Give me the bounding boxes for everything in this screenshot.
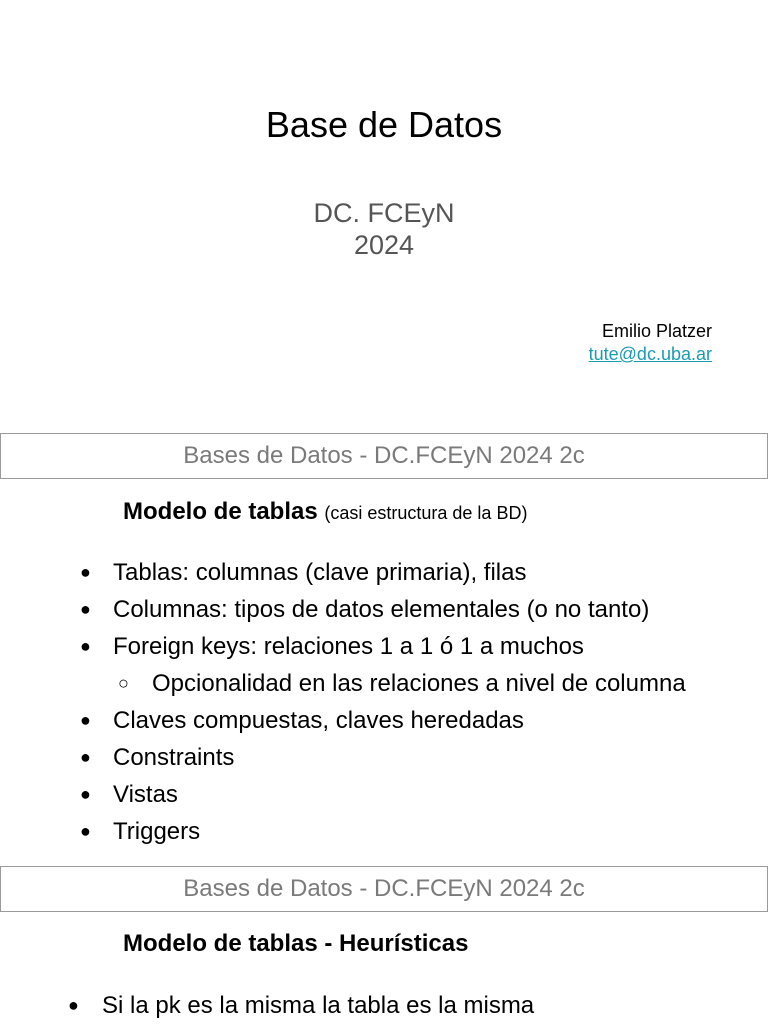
list-item bbox=[80, 739, 686, 776]
bullet-icon: ● bbox=[80, 636, 91, 656]
list-item-text: Opcionalidad en las relaciones a nivel de columna bbox=[152, 670, 686, 697]
list-item-text: Si la pk es la misma la tabla es la misma bbox=[102, 992, 535, 1019]
list-item-text: Claves compuestas, claves heredadas bbox=[113, 707, 524, 734]
bullet-icon: ● bbox=[80, 710, 91, 730]
bullet-icon: ● bbox=[68, 995, 79, 1015]
sub-bullet-icon: ○ bbox=[118, 673, 129, 693]
bullet-list bbox=[68, 987, 534, 1024]
subtitle-line-org: DC. FCEyN bbox=[313, 198, 455, 228]
list-item-text: Tablas: columnas (clave primaria), filas bbox=[113, 559, 527, 586]
slide-title: Base de Datos bbox=[265, 104, 503, 145]
author-block bbox=[589, 320, 712, 366]
slide-subtitle bbox=[0, 197, 768, 261]
bullet-list bbox=[80, 554, 686, 850]
subtitle-line-year: 2024 bbox=[353, 230, 415, 260]
list-item bbox=[80, 554, 686, 591]
list-item bbox=[68, 987, 534, 1024]
list-item-text: Vistas bbox=[113, 781, 178, 808]
bullet-icon: ● bbox=[80, 784, 91, 804]
sub-list-item bbox=[80, 665, 686, 702]
bullet-icon: ● bbox=[80, 562, 91, 582]
bullet-icon: ● bbox=[80, 747, 91, 767]
list-item-text: Constraints bbox=[113, 744, 235, 771]
list-item-text: Triggers bbox=[113, 818, 201, 845]
bullet-icon: ● bbox=[80, 599, 91, 619]
section-heading-note: (casi estructura de la BD) bbox=[324, 503, 528, 523]
list-item bbox=[80, 776, 686, 813]
section-heading-text: Modelo de tablas bbox=[123, 498, 318, 525]
slide-footer-bar: Bases de Datos - DC.FCEyN 2024 2c bbox=[0, 866, 768, 912]
slide-footer-bar: Bases de Datos - DC.FCEyN 2024 2c bbox=[0, 433, 768, 479]
bullet-icon: ● bbox=[80, 821, 91, 841]
list-item-text: Foreign keys: relaciones 1 a 1 ó 1 a muchos bbox=[113, 633, 584, 660]
list-item bbox=[80, 813, 686, 850]
author-email-link[interactable]: tute@dc.uba.ar bbox=[588, 344, 712, 364]
section-heading bbox=[123, 497, 527, 528]
list-item bbox=[80, 702, 686, 739]
list-item bbox=[80, 628, 686, 665]
section-heading-text: Modelo de tablas - Heurísticas bbox=[123, 930, 469, 957]
section-heading bbox=[123, 929, 468, 959]
list-item-text: Columnas: tipos de datos elementales (o no tanto) bbox=[113, 596, 650, 623]
list-item bbox=[80, 591, 686, 628]
author-name: Emilio Platzer bbox=[601, 321, 712, 341]
